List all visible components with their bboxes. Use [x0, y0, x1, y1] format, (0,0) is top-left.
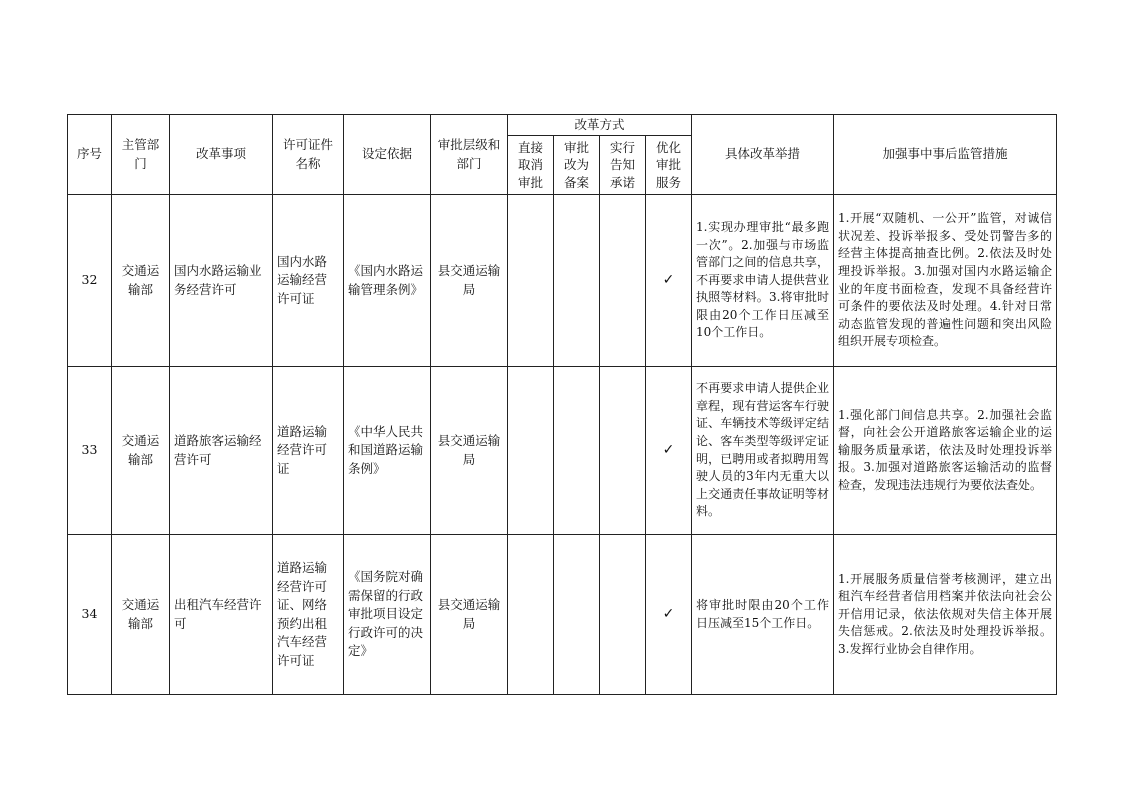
header-seq: 序号 [68, 115, 112, 195]
row-measures: 不再要求申请人提供企业章程，现有营运客车行驶证、车辆技术等级评定结论、客车类型等级评定证明，已聘用或者拟聘用驾驶人员的3年内无重大以上交通责任事故证明等材料。 [692, 367, 834, 535]
header-method-optimize: 优化审批服务 [646, 136, 692, 195]
row-check-promise [600, 195, 646, 367]
header-method-cancel: 直接取消审批 [508, 136, 554, 195]
row-check-filing [554, 367, 600, 535]
row-basis: 《国务院对确需保留的行政审批项目设定行政许可的决定》 [344, 535, 431, 695]
row-item: 国内水路运输业务经营许可 [170, 195, 273, 367]
row-check-filing [554, 195, 600, 367]
row-license: 道路运输经营许可证、网络预约出租汽车经营许可证 [273, 535, 344, 695]
reform-table [67, 114, 1057, 695]
row-supervision: 1.开展“双随机、一公开”监管，对诚信状况差、投诉举报多、受处罚警告多的经营主体提高抽查比例。2.依法及时处理投诉举报。3.加强对国内水路运输企业的年度书面检查，发现不具备经营许可条件的要依法及时处理。4.针对日常动态监管发现的普遍性问题和突出风险组织开展专项检查。 [834, 195, 1057, 367]
row-item: 出租汽车经营许可 [170, 535, 273, 695]
row-check-promise [600, 535, 646, 695]
row-seq: 34 [68, 535, 112, 695]
header-measures: 具体改革举措 [692, 115, 834, 195]
row-level: 县交通运输局 [431, 367, 508, 535]
row-check-cancel [508, 195, 554, 367]
row-seq: 33 [68, 367, 112, 535]
row-license: 道路运输经营许可证 [273, 367, 344, 535]
row-item: 道路旅客运输经营许可 [170, 367, 273, 535]
row-dept: 交通运输部 [112, 367, 170, 535]
row-check-cancel [508, 535, 554, 695]
row-basis: 《国内水路运输管理条例》 [344, 195, 431, 367]
row-check-promise [600, 367, 646, 535]
header-dept: 主管部门 [112, 115, 170, 195]
header-supervision: 加强事中事后监管措施 [834, 115, 1057, 195]
header-method-filing: 审批改为备案 [554, 136, 600, 195]
table-row [68, 367, 1057, 535]
row-supervision: 1.强化部门间信息共享。2.加强社会监督，向社会公开道路旅客运输企业的运输服务质量承诺，依法及时处理投诉举报。3.加强对道路旅客运输活动的监督检查，发现违法违规行为要依法查处。 [834, 367, 1057, 535]
row-level: 县交通运输局 [431, 535, 508, 695]
row-level: 县交通运输局 [431, 195, 508, 367]
header-item: 改革事项 [170, 115, 273, 195]
row-dept: 交通运输部 [112, 195, 170, 367]
header-row-top [68, 115, 1057, 136]
row-check-optimize: ✓ [646, 535, 692, 695]
header-license: 许可证件名称 [273, 115, 344, 195]
row-check-optimize: ✓ [646, 367, 692, 535]
table-row [68, 535, 1057, 695]
row-basis: 《中华人民共和国道路运输条例》 [344, 367, 431, 535]
header-method-group: 改革方式 [508, 115, 692, 136]
row-supervision: 1.开展服务质量信誉考核测评，建立出租汽车经营者信用档案并依法向社会公开信用记录，依法依规对失信主体开展失信惩戒。2.依法及时处理投诉举报。3.发挥行业协会自律作用。 [834, 535, 1057, 695]
row-check-cancel [508, 367, 554, 535]
header-basis: 设定依据 [344, 115, 431, 195]
row-dept: 交通运输部 [112, 535, 170, 695]
row-measures: 1.实现办理审批“最多跑一次”。2.加强与市场监管部门之间的信息共享，不再要求申请人提供营业执照等材料。3.将审批时限由20个工作日压减至10个工作日。 [692, 195, 834, 367]
table-row [68, 195, 1057, 367]
row-measures: 将审批时限由20个工作日压减至15个工作日。 [692, 535, 834, 695]
row-check-optimize: ✓ [646, 195, 692, 367]
header-method-promise: 实行告知承诺 [600, 136, 646, 195]
header-level: 审批层级和部门 [431, 115, 508, 195]
row-check-filing [554, 535, 600, 695]
row-seq: 32 [68, 195, 112, 367]
row-license: 国内水路运输经营许可证 [273, 195, 344, 367]
